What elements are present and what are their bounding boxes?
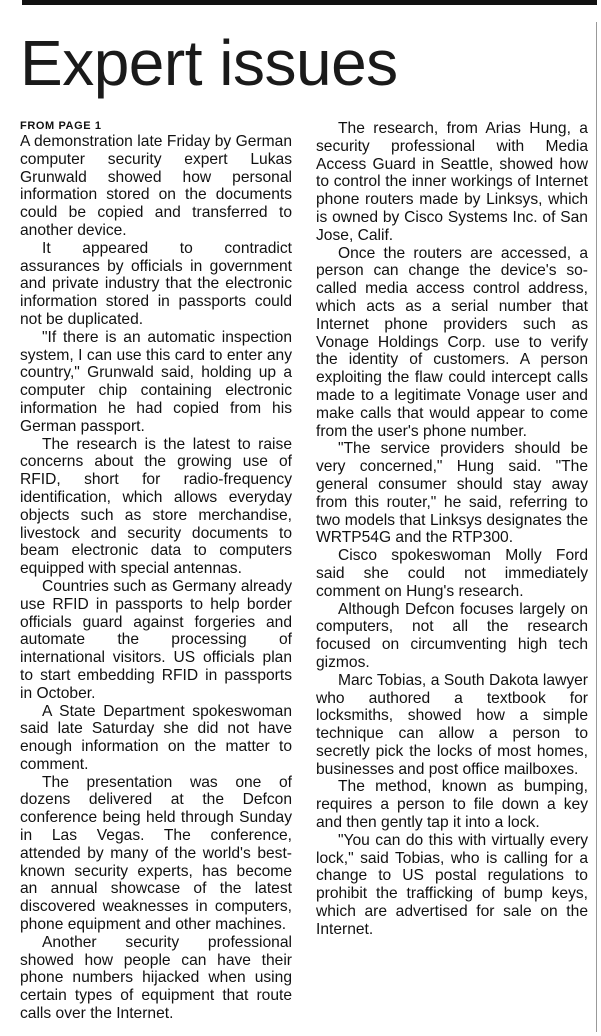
article-column-left bbox=[20, 120, 292, 1023]
paragraph: The presentation was one of dozens delivered at the Defcon conference being held through Sunday in Las Vegas. The conference, attended by many of the world's best-known security experts, has become an annual showcase of the latest discovered weaknesses in computers, phone equipment and other machines. bbox=[20, 773, 292, 934]
paragraph: "If there is an automatic inspection system, I can use this card to enter any country," Grunwald said, holding up a computer chip containing electronic information he had copied from his German passport. bbox=[20, 328, 292, 435]
paragraph: The research, from Arias Hung, a security professional with Media Access Guard in Seattle, showed how to control the inner workings of Internet phone routers made by Linksys, which is owned by Cisco Systems Inc. of San Jose, Calif. bbox=[316, 120, 588, 244]
paragraph: It appeared to contradict assurances by officials in government and private industry that the electronic information stored in passports could not be duplicated. bbox=[20, 239, 292, 328]
top-rule bbox=[22, 0, 597, 5]
paragraph: Cisco spokeswoman Molly Ford said she could not immediately comment on Hung's research. bbox=[316, 547, 588, 600]
paragraph: "The service providers should be very concerned," Hung said. "The general consumer should stay away from this router," he said, referring to two models that Linksys designates the WRTP54G and the RTP300. bbox=[316, 440, 588, 547]
paragraph: Another security professional showed how people can have their phone numbers hijacked when using certain types of equipment that route calls over the Internet. bbox=[20, 933, 292, 1023]
paragraph: A demonstration late Friday by German computer security expert Lukas Grunwald showed how personal information stored on the documents could be copied and transferred to another device. bbox=[20, 133, 292, 239]
article-column-right bbox=[316, 120, 588, 939]
paragraph: Although Defcon focuses largely on computers, not all the research focused on circumventing high tech gizmos. bbox=[316, 600, 588, 671]
page-edge-rule bbox=[596, 22, 597, 1032]
paragraph: Countries such as Germany already use RFID in passports to help border officials guard against forgeries and automate the processing of international visitors. US officials plan to start embedding RFID in passports in October. bbox=[20, 577, 292, 702]
paragraph: The method, known as bumping, requires a person to file down a key and then gently tap it into a lock. bbox=[316, 778, 588, 832]
headline: Expert issues bbox=[20, 27, 398, 99]
paragraph: The research is the latest to raise concerns about the growing use of RFID, short for radio-frequency identification, which allows everyday objects such as store merchandise, livestock and security documents to beam electronic data to computers equipped with special antennas. bbox=[20, 435, 292, 578]
paragraph: "You can do this with virtually every lock," said Tobias, who is calling for a change to US postal regulations to prohibit the trafficking of bump keys, which are advertised for sale on the Internet. bbox=[316, 831, 588, 938]
paragraph: Once the routers are accessed, a person can change the device's so-called media access control address, which acts as a serial number that Internet phone providers such as Vonage Holdings Corp. use to verify the identity of customers. A person exploiting the flaw could intercept calls made to a legitimate Vonage user and make calls that would appear to come from the user's phone number. bbox=[316, 244, 588, 440]
paragraph: Marc Tobias, a South Dakota lawyer who authored a textbook for locksmiths, showed how a simple technique can allow a person to secretly pick the locks of most homes, businesses and post office mailboxes. bbox=[316, 671, 588, 778]
paragraph: A State Department spokeswoman said late Saturday she did not have enough information on the matter to comment. bbox=[20, 702, 292, 773]
kicker: FROM PAGE 1 bbox=[20, 120, 102, 132]
